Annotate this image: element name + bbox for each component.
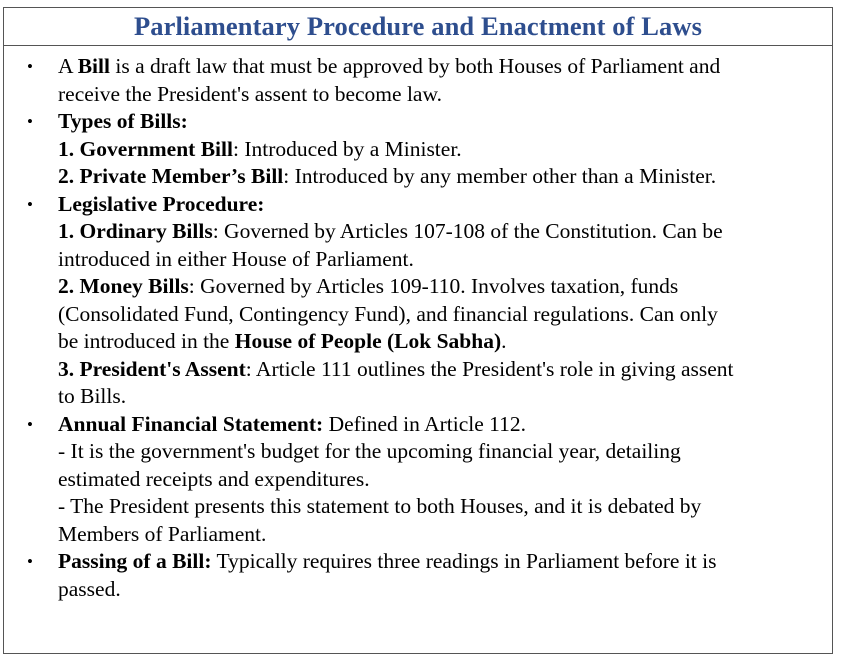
passing-line-2: passed. (58, 576, 121, 601)
bill-definition-line-2: receive the President's assent to become law. (58, 81, 442, 106)
bill-term: Bill (77, 54, 110, 78)
ordinary-bills-line-2: introduced in either House of Parliament. (58, 246, 414, 271)
presidents-assent-line-2: to Bills. (58, 384, 127, 408)
procedure-heading: Legislative Procedure: (58, 191, 265, 216)
money-bills-line-3: be introduced in the House of People (Lok Sabha). (58, 329, 507, 353)
afs-line-5: Members of Parliament. (58, 521, 267, 546)
list-item-annual-financial-statement (4, 411, 832, 549)
passing-line-1: Passing of a Bill: Typically requires three readings in Parliament before it is (58, 549, 717, 573)
bullet-icon: • (27, 194, 33, 214)
bullet-icon: • (27, 414, 33, 434)
document-frame (3, 7, 833, 654)
page-title: Parliamentary Procedure and Enactment of Laws (133, 11, 703, 41)
money-bills-line-1: 2. Money Bills: Governed by Articles 109-110. Involves taxation, funds (58, 274, 679, 298)
private-member-bill-line: 2. Private Member’s Bill: Introduced by any member other than a Minister. (58, 164, 717, 188)
list-item-legislative-procedure (4, 191, 832, 411)
afs-line-1: Annual Financial Statement: Defined in Article 112. (58, 411, 526, 436)
bullet-list (4, 53, 832, 603)
afs-line-4: - The President presents this statement to both Houses, and it is debated by (58, 494, 702, 518)
list-item-passing-of-bill (4, 548, 832, 603)
title-bar (4, 8, 832, 46)
government-bill-line: 1. Government Bill: Introduced by a Minister. (58, 136, 462, 161)
bullet-icon: • (27, 57, 33, 76)
afs-line-2: - It is the government's budget for the upcoming financial year, detailing (58, 439, 681, 463)
ordinary-bills-line-1: 1. Ordinary Bills: Governed by Articles 107-108 of the Constitution. Can be (58, 219, 723, 243)
money-bills-line-2: (Consolidated Fund, Contingency Fund), and financial regulations. Can only (58, 301, 718, 326)
list-item-bill-definition (4, 53, 832, 108)
types-heading: Types of Bills: (58, 109, 188, 133)
bill-definition-line-1: A Bill is a draft law that must be approved by both Houses of Parliament and (58, 54, 721, 78)
bullet-icon: • (27, 112, 33, 131)
content-area (4, 46, 832, 603)
bullet-icon: • (27, 552, 33, 571)
presidents-assent-line-1: 3. President's Assent: Article 111 outlines the President's role in giving assent (58, 356, 734, 381)
afs-line-3: estimated receipts and expenditures. (58, 466, 370, 491)
list-item-types-of-bills (4, 108, 832, 191)
